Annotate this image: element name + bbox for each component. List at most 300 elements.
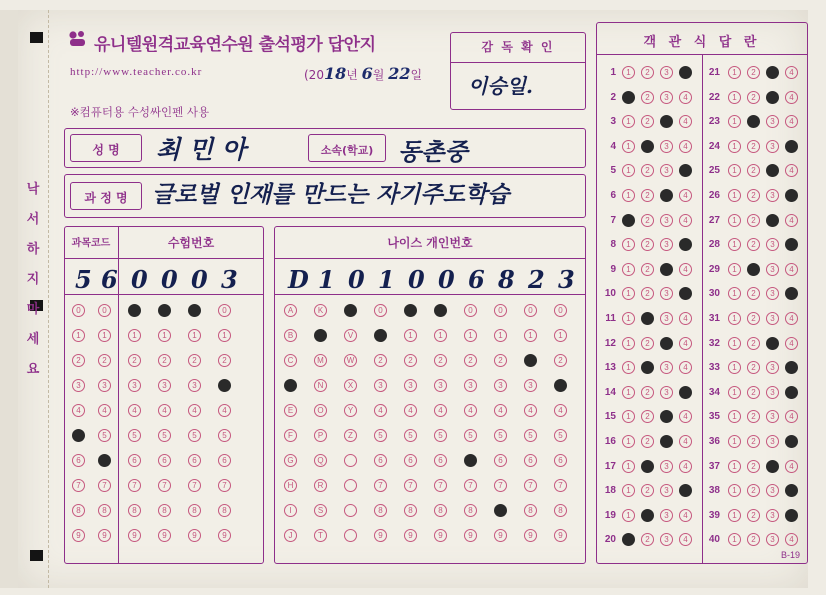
answer-bubble-q22-opt1[interactable]: 1 [728,91,741,104]
answer-bubble-q13-opt4[interactable]: 4 [679,361,692,374]
code-bubble-c0-6[interactable]: 6 [72,454,85,467]
neis-bubble-c0-r9[interactable]: J [284,529,297,542]
answer-bubble-q7-opt4[interactable]: 4 [679,214,692,227]
neis-bubble-c1-r0[interactable]: K [314,304,327,317]
answer-bubble-q13-opt1[interactable]: 1 [622,361,635,374]
answer-bubble-q29-opt4[interactable]: 4 [785,263,798,276]
neis-bubble-c4-r5[interactable]: 5 [404,429,417,442]
neis-bubble-c0-r1[interactable]: B [284,329,297,342]
neis-bubble-c3-r7[interactable]: 7 [374,479,387,492]
neis-bubble-c1-r7[interactable]: R [314,479,327,492]
neis-bubble-c8-r8[interactable]: 8 [524,504,537,517]
neis-bubble-c7-r0[interactable]: 0 [494,304,507,317]
answer-bubble-q1-opt4[interactable] [679,66,692,79]
answer-bubble-q29-opt1[interactable]: 1 [728,263,741,276]
answer-bubble-q3-opt1[interactable]: 1 [622,115,635,128]
code-bubble-c0-9[interactable]: 9 [72,529,85,542]
code-bubble-c2-5[interactable]: 5 [128,429,141,442]
answer-bubble-q30-opt2[interactable]: 2 [747,287,760,300]
neis-bubble-c1-r3[interactable]: N [314,379,327,392]
neis-bubble-c7-r1[interactable]: 1 [494,329,507,342]
answer-bubble-q6-opt2[interactable]: 2 [641,189,654,202]
neis-bubble-c6-r9[interactable]: 9 [464,529,477,542]
answer-bubble-q21-opt4[interactable]: 4 [785,66,798,79]
code-bubble-c2-8[interactable]: 8 [128,504,141,517]
code-bubble-c3-3[interactable]: 3 [158,379,171,392]
answer-bubble-q28-opt1[interactable]: 1 [728,238,741,251]
answer-bubble-q36-opt4[interactable] [785,435,798,448]
answer-bubble-q2-opt4[interactable]: 4 [679,91,692,104]
answer-bubble-q27-opt3[interactable] [766,214,779,227]
neis-bubble-c8-r5[interactable]: 5 [524,429,537,442]
answer-bubble-q14-opt2[interactable]: 2 [641,386,654,399]
code-bubble-c0-2[interactable]: 2 [72,354,85,367]
neis-bubble-c2-r5[interactable]: Z [344,429,357,442]
answer-bubble-q5-opt2[interactable]: 2 [641,164,654,177]
answer-bubble-q39-opt1[interactable]: 1 [728,509,741,522]
neis-bubble-c1-r1[interactable] [314,329,327,342]
answer-bubble-q18-opt1[interactable]: 1 [622,484,635,497]
neis-bubble-c0-r4[interactable]: E [284,404,297,417]
answer-bubble-q37-opt2[interactable]: 2 [747,460,760,473]
code-bubble-c5-2[interactable]: 2 [218,354,231,367]
code-bubble-c1-2[interactable]: 2 [98,354,111,367]
neis-bubble-c4-r8[interactable]: 8 [404,504,417,517]
code-bubble-c2-1[interactable]: 1 [128,329,141,342]
answer-bubble-q24-opt4[interactable] [785,140,798,153]
neis-bubble-c2-r0[interactable] [344,304,357,317]
answer-bubble-q35-opt2[interactable]: 2 [747,410,760,423]
answer-bubble-q23-opt3[interactable]: 3 [766,115,779,128]
answer-bubble-q40-opt2[interactable]: 2 [747,533,760,546]
neis-bubble-c6-r1[interactable]: 1 [464,329,477,342]
code-bubble-c1-0[interactable]: 0 [98,304,111,317]
code-bubble-c1-3[interactable]: 3 [98,379,111,392]
answer-bubble-q2-opt2[interactable]: 2 [641,91,654,104]
answer-bubble-q4-opt4[interactable]: 4 [679,140,692,153]
answer-bubble-q24-opt2[interactable]: 2 [747,140,760,153]
neis-bubble-c1-r4[interactable]: O [314,404,327,417]
neis-bubble-c6-r5[interactable]: 5 [464,429,477,442]
neis-bubble-c5-r4[interactable]: 4 [434,404,447,417]
neis-bubble-c7-r6[interactable]: 6 [494,454,507,467]
answer-bubble-q29-opt2[interactable] [747,263,760,276]
answer-bubble-q4-opt1[interactable]: 1 [622,140,635,153]
neis-bubble-c6-r6[interactable] [464,454,477,467]
neis-bubble-c9-r2[interactable]: 2 [554,354,567,367]
code-bubble-c3-2[interactable]: 2 [158,354,171,367]
code-bubble-c2-3[interactable]: 3 [128,379,141,392]
answer-bubble-q2-opt1[interactable] [622,91,635,104]
answer-bubble-q4-opt3[interactable]: 3 [660,140,673,153]
code-bubble-c5-9[interactable]: 9 [218,529,231,542]
answer-bubble-q31-opt4[interactable]: 4 [785,312,798,325]
neis-bubble-c2-r4[interactable]: Y [344,404,357,417]
neis-bubble-c8-r1[interactable]: 1 [524,329,537,342]
answer-bubble-q17-opt1[interactable]: 1 [622,460,635,473]
neis-bubble-c8-r3[interactable]: 3 [524,379,537,392]
neis-bubble-c4-r0[interactable] [404,304,417,317]
answer-bubble-q7-opt3[interactable]: 3 [660,214,673,227]
code-bubble-c0-0[interactable]: 0 [72,304,85,317]
neis-bubble-c7-r8[interactable] [494,504,507,517]
neis-bubble-c1-r5[interactable]: P [314,429,327,442]
code-bubble-c3-1[interactable]: 1 [158,329,171,342]
answer-bubble-q27-opt2[interactable]: 2 [747,214,760,227]
answer-bubble-q10-opt1[interactable]: 1 [622,287,635,300]
code-bubble-c2-2[interactable]: 2 [128,354,141,367]
code-bubble-c4-0[interactable] [188,304,201,317]
answer-bubble-q28-opt2[interactable]: 2 [747,238,760,251]
answer-bubble-q9-opt4[interactable]: 4 [679,263,692,276]
answer-bubble-q32-opt2[interactable]: 2 [747,337,760,350]
answer-bubble-q2-opt3[interactable]: 3 [660,91,673,104]
neis-bubble-c9-r6[interactable]: 6 [554,454,567,467]
answer-bubble-q29-opt3[interactable]: 3 [766,263,779,276]
code-bubble-c1-1[interactable]: 1 [98,329,111,342]
answer-bubble-q9-opt2[interactable]: 2 [641,263,654,276]
neis-bubble-c3-r3[interactable]: 3 [374,379,387,392]
neis-bubble-c1-r8[interactable]: S [314,504,327,517]
answer-bubble-q32-opt4[interactable]: 4 [785,337,798,350]
answer-bubble-q26-opt2[interactable]: 2 [747,189,760,202]
neis-bubble-c5-r0[interactable] [434,304,447,317]
neis-bubble-c6-r7[interactable]: 7 [464,479,477,492]
neis-bubble-c6-r2[interactable]: 2 [464,354,477,367]
answer-bubble-q19-opt3[interactable]: 3 [660,509,673,522]
answer-bubble-q31-opt2[interactable]: 2 [747,312,760,325]
answer-bubble-q38-opt3[interactable]: 3 [766,484,779,497]
answer-bubble-q12-opt1[interactable]: 1 [622,337,635,350]
answer-bubble-q1-opt1[interactable]: 1 [622,66,635,79]
neis-bubble-c1-r9[interactable]: T [314,529,327,542]
answer-bubble-q10-opt2[interactable]: 2 [641,287,654,300]
answer-bubble-q5-opt1[interactable]: 1 [622,164,635,177]
answer-bubble-q25-opt1[interactable]: 1 [728,164,741,177]
answer-bubble-q22-opt2[interactable]: 2 [747,91,760,104]
answer-bubble-q30-opt3[interactable]: 3 [766,287,779,300]
answer-bubble-q8-opt3[interactable]: 3 [660,238,673,251]
neis-bubble-c7-r3[interactable]: 3 [494,379,507,392]
neis-bubble-c9-r8[interactable]: 8 [554,504,567,517]
neis-bubble-c3-r8[interactable]: 8 [374,504,387,517]
code-bubble-c5-3[interactable] [218,379,231,392]
answer-bubble-q34-opt1[interactable]: 1 [728,386,741,399]
answer-bubble-q6-opt4[interactable]: 4 [679,189,692,202]
answer-bubble-q12-opt4[interactable]: 4 [679,337,692,350]
answer-bubble-q4-opt2[interactable] [641,140,654,153]
answer-bubble-q36-opt1[interactable]: 1 [728,435,741,448]
code-bubble-c0-3[interactable]: 3 [72,379,85,392]
answer-bubble-q21-opt2[interactable]: 2 [747,66,760,79]
neis-bubble-c9-r0[interactable]: 0 [554,304,567,317]
neis-bubble-c5-r5[interactable]: 5 [434,429,447,442]
answer-bubble-q9-opt3[interactable] [660,263,673,276]
neis-bubble-c8-r4[interactable]: 4 [524,404,537,417]
code-bubble-c4-2[interactable]: 2 [188,354,201,367]
neis-bubble-c0-r6[interactable]: G [284,454,297,467]
code-bubble-c3-7[interactable]: 7 [158,479,171,492]
code-bubble-c1-7[interactable]: 7 [98,479,111,492]
answer-bubble-q19-opt1[interactable]: 1 [622,509,635,522]
answer-bubble-q6-opt3[interactable] [660,189,673,202]
neis-bubble-c7-r5[interactable]: 5 [494,429,507,442]
neis-bubble-c4-r1[interactable]: 1 [404,329,417,342]
code-bubble-c2-9[interactable]: 9 [128,529,141,542]
answer-bubble-q5-opt3[interactable]: 3 [660,164,673,177]
answer-bubble-q12-opt3[interactable] [660,337,673,350]
code-bubble-c5-0[interactable]: 0 [218,304,231,317]
answer-bubble-q15-opt2[interactable]: 2 [641,410,654,423]
neis-bubble-c0-r8[interactable]: I [284,504,297,517]
neis-bubble-c9-r1[interactable]: 1 [554,329,567,342]
answer-bubble-q6-opt1[interactable]: 1 [622,189,635,202]
code-bubble-c5-7[interactable]: 7 [218,479,231,492]
answer-bubble-q16-opt4[interactable]: 4 [679,435,692,448]
neis-bubble-c0-r5[interactable]: F [284,429,297,442]
answer-bubble-q23-opt1[interactable]: 1 [728,115,741,128]
neis-bubble-c2-r2[interactable]: W [344,354,357,367]
answer-bubble-q11-opt4[interactable]: 4 [679,312,692,325]
answer-bubble-q20-opt3[interactable]: 3 [660,533,673,546]
answer-bubble-q9-opt1[interactable]: 1 [622,263,635,276]
answer-bubble-q34-opt3[interactable]: 3 [766,386,779,399]
neis-bubble-c3-r1[interactable] [374,329,387,342]
answer-bubble-q38-opt1[interactable]: 1 [728,484,741,497]
neis-bubble-c0-r7[interactable]: H [284,479,297,492]
answer-bubble-q20-opt4[interactable]: 4 [679,533,692,546]
answer-bubble-q24-opt1[interactable]: 1 [728,140,741,153]
neis-bubble-c9-r7[interactable]: 7 [554,479,567,492]
answer-bubble-q26-opt1[interactable]: 1 [728,189,741,202]
neis-bubble-c4-r7[interactable]: 7 [404,479,417,492]
neis-bubble-c5-r3[interactable]: 3 [434,379,447,392]
neis-bubble-c8-r0[interactable]: 0 [524,304,537,317]
neis-bubble-c2-r8[interactable] [344,504,357,517]
neis-bubble-c6-r4[interactable]: 4 [464,404,477,417]
answer-bubble-q27-opt1[interactable]: 1 [728,214,741,227]
neis-bubble-c8-r7[interactable]: 7 [524,479,537,492]
neis-bubble-c8-r6[interactable]: 6 [524,454,537,467]
answer-bubble-q32-opt3[interactable] [766,337,779,350]
neis-bubble-c9-r4[interactable]: 4 [554,404,567,417]
code-bubble-c0-1[interactable]: 1 [72,329,85,342]
answer-bubble-q3-opt2[interactable]: 2 [641,115,654,128]
answer-bubble-q35-opt1[interactable]: 1 [728,410,741,423]
neis-bubble-c6-r0[interactable]: 0 [464,304,477,317]
code-bubble-c4-3[interactable]: 3 [188,379,201,392]
answer-bubble-q12-opt2[interactable]: 2 [641,337,654,350]
answer-bubble-q7-opt1[interactable] [622,214,635,227]
answer-bubble-q26-opt3[interactable]: 3 [766,189,779,202]
answer-bubble-q10-opt3[interactable]: 3 [660,287,673,300]
answer-bubble-q33-opt2[interactable]: 2 [747,361,760,374]
code-bubble-c1-6[interactable] [98,454,111,467]
code-bubble-c0-5[interactable] [72,429,85,442]
code-bubble-c1-9[interactable]: 9 [98,529,111,542]
code-bubble-c1-5[interactable]: 5 [98,429,111,442]
neis-bubble-c0-r2[interactable]: C [284,354,297,367]
answer-bubble-q16-opt1[interactable]: 1 [622,435,635,448]
code-bubble-c4-7[interactable]: 7 [188,479,201,492]
answer-bubble-q21-opt1[interactable]: 1 [728,66,741,79]
answer-bubble-q36-opt3[interactable]: 3 [766,435,779,448]
answer-bubble-q17-opt2[interactable] [641,460,654,473]
code-bubble-c5-8[interactable]: 8 [218,504,231,517]
answer-bubble-q31-opt3[interactable]: 3 [766,312,779,325]
answer-bubble-q40-opt4[interactable]: 4 [785,533,798,546]
answer-bubble-q24-opt3[interactable]: 3 [766,140,779,153]
code-bubble-c4-5[interactable]: 5 [188,429,201,442]
answer-bubble-q15-opt1[interactable]: 1 [622,410,635,423]
answer-bubble-q8-opt1[interactable]: 1 [622,238,635,251]
neis-bubble-c2-r1[interactable]: V [344,329,357,342]
code-bubble-c3-6[interactable]: 6 [158,454,171,467]
neis-bubble-c4-r4[interactable]: 4 [404,404,417,417]
answer-bubble-q14-opt4[interactable] [679,386,692,399]
code-bubble-c1-8[interactable]: 8 [98,504,111,517]
neis-bubble-c1-r2[interactable]: M [314,354,327,367]
code-bubble-c5-5[interactable]: 5 [218,429,231,442]
neis-bubble-c9-r9[interactable]: 9 [554,529,567,542]
answer-bubble-q20-opt2[interactable]: 2 [641,533,654,546]
answer-bubble-q3-opt4[interactable]: 4 [679,115,692,128]
answer-bubble-q39-opt4[interactable] [785,509,798,522]
code-bubble-c4-8[interactable]: 8 [188,504,201,517]
neis-bubble-c2-r9[interactable] [344,529,357,542]
code-bubble-c1-4[interactable]: 4 [98,404,111,417]
answer-bubble-q37-opt3[interactable] [766,460,779,473]
answer-bubble-q1-opt2[interactable]: 2 [641,66,654,79]
answer-bubble-q33-opt1[interactable]: 1 [728,361,741,374]
answer-bubble-q15-opt4[interactable]: 4 [679,410,692,423]
neis-bubble-c5-r6[interactable]: 6 [434,454,447,467]
answer-bubble-q11-opt2[interactable] [641,312,654,325]
answer-bubble-q14-opt1[interactable]: 1 [622,386,635,399]
answer-bubble-q35-opt4[interactable]: 4 [785,410,798,423]
neis-bubble-c7-r9[interactable]: 9 [494,529,507,542]
neis-bubble-c7-r7[interactable]: 7 [494,479,507,492]
code-bubble-c2-6[interactable]: 6 [128,454,141,467]
code-bubble-c5-4[interactable]: 4 [218,404,231,417]
answer-bubble-q16-opt2[interactable]: 2 [641,435,654,448]
answer-bubble-q28-opt3[interactable]: 3 [766,238,779,251]
code-bubble-c4-4[interactable]: 4 [188,404,201,417]
neis-bubble-c3-r0[interactable]: 0 [374,304,387,317]
answer-bubble-q39-opt2[interactable]: 2 [747,509,760,522]
neis-bubble-c3-r2[interactable]: 2 [374,354,387,367]
answer-bubble-q34-opt2[interactable]: 2 [747,386,760,399]
answer-bubble-q26-opt4[interactable] [785,189,798,202]
neis-bubble-c6-r3[interactable]: 3 [464,379,477,392]
answer-bubble-q11-opt1[interactable]: 1 [622,312,635,325]
code-bubble-c3-4[interactable]: 4 [158,404,171,417]
code-bubble-c5-1[interactable]: 1 [218,329,231,342]
code-bubble-c3-0[interactable] [158,304,171,317]
answer-bubble-q36-opt2[interactable]: 2 [747,435,760,448]
neis-bubble-c4-r2[interactable]: 2 [404,354,417,367]
code-bubble-c2-4[interactable]: 4 [128,404,141,417]
neis-bubble-c4-r6[interactable]: 6 [404,454,417,467]
code-bubble-c3-5[interactable]: 5 [158,429,171,442]
neis-bubble-c1-r6[interactable]: Q [314,454,327,467]
answer-bubble-q25-opt4[interactable]: 4 [785,164,798,177]
answer-bubble-q11-opt3[interactable]: 3 [660,312,673,325]
neis-bubble-c6-r8[interactable]: 8 [464,504,477,517]
answer-bubble-q35-opt3[interactable]: 3 [766,410,779,423]
answer-bubble-q18-opt2[interactable]: 2 [641,484,654,497]
answer-bubble-q40-opt1[interactable]: 1 [728,533,741,546]
neis-bubble-c5-r9[interactable]: 9 [434,529,447,542]
code-bubble-c0-8[interactable]: 8 [72,504,85,517]
answer-bubble-q40-opt3[interactable]: 3 [766,533,779,546]
code-bubble-c4-1[interactable]: 1 [188,329,201,342]
neis-bubble-c8-r2[interactable] [524,354,537,367]
answer-bubble-q21-opt3[interactable] [766,66,779,79]
neis-bubble-c8-r9[interactable]: 9 [524,529,537,542]
neis-bubble-c2-r6[interactable] [344,454,357,467]
neis-bubble-c0-r3[interactable] [284,379,297,392]
answer-bubble-q23-opt4[interactable]: 4 [785,115,798,128]
answer-bubble-q22-opt3[interactable] [766,91,779,104]
code-bubble-c0-7[interactable]: 7 [72,479,85,492]
neis-bubble-c3-r6[interactable]: 6 [374,454,387,467]
answer-bubble-q14-opt3[interactable]: 3 [660,386,673,399]
neis-bubble-c2-r7[interactable] [344,479,357,492]
neis-bubble-c7-r4[interactable]: 4 [494,404,507,417]
answer-bubble-q37-opt4[interactable]: 4 [785,460,798,473]
answer-bubble-q17-opt3[interactable]: 3 [660,460,673,473]
answer-bubble-q16-opt3[interactable] [660,435,673,448]
answer-bubble-q32-opt1[interactable]: 1 [728,337,741,350]
neis-bubble-c9-r3[interactable] [554,379,567,392]
answer-bubble-q27-opt4[interactable]: 4 [785,214,798,227]
answer-bubble-q39-opt3[interactable]: 3 [766,509,779,522]
neis-bubble-c3-r9[interactable]: 9 [374,529,387,542]
code-bubble-c2-0[interactable] [128,304,141,317]
neis-bubble-c5-r1[interactable]: 1 [434,329,447,342]
answer-bubble-q7-opt2[interactable]: 2 [641,214,654,227]
neis-bubble-c2-r3[interactable]: X [344,379,357,392]
neis-bubble-c4-r9[interactable]: 9 [404,529,417,542]
neis-bubble-c9-r5[interactable]: 5 [554,429,567,442]
neis-bubble-c4-r3[interactable]: 3 [404,379,417,392]
answer-bubble-q19-opt4[interactable]: 4 [679,509,692,522]
code-bubble-c4-9[interactable]: 9 [188,529,201,542]
answer-bubble-q31-opt1[interactable]: 1 [728,312,741,325]
neis-bubble-c5-r8[interactable]: 8 [434,504,447,517]
code-bubble-c5-6[interactable]: 6 [218,454,231,467]
answer-bubble-q38-opt2[interactable]: 2 [747,484,760,497]
answer-bubble-q34-opt4[interactable] [785,386,798,399]
code-bubble-c4-6[interactable]: 6 [188,454,201,467]
neis-bubble-c3-r5[interactable]: 5 [374,429,387,442]
answer-bubble-q8-opt2[interactable]: 2 [641,238,654,251]
neis-bubble-c0-r0[interactable]: A [284,304,297,317]
neis-bubble-c5-r7[interactable]: 7 [434,479,447,492]
code-bubble-c3-8[interactable]: 8 [158,504,171,517]
answer-bubble-q37-opt1[interactable]: 1 [728,460,741,473]
answer-bubble-q17-opt4[interactable]: 4 [679,460,692,473]
neis-bubble-c7-r2[interactable]: 2 [494,354,507,367]
code-bubble-c0-4[interactable]: 4 [72,404,85,417]
answer-bubble-q1-opt3[interactable]: 3 [660,66,673,79]
answer-bubble-q18-opt3[interactable]: 3 [660,484,673,497]
answer-bubble-q19-opt2[interactable] [641,509,654,522]
neis-bubble-c3-r4[interactable]: 4 [374,404,387,417]
answer-bubble-q30-opt1[interactable]: 1 [728,287,741,300]
neis-bubble-c5-r2[interactable]: 2 [434,354,447,367]
